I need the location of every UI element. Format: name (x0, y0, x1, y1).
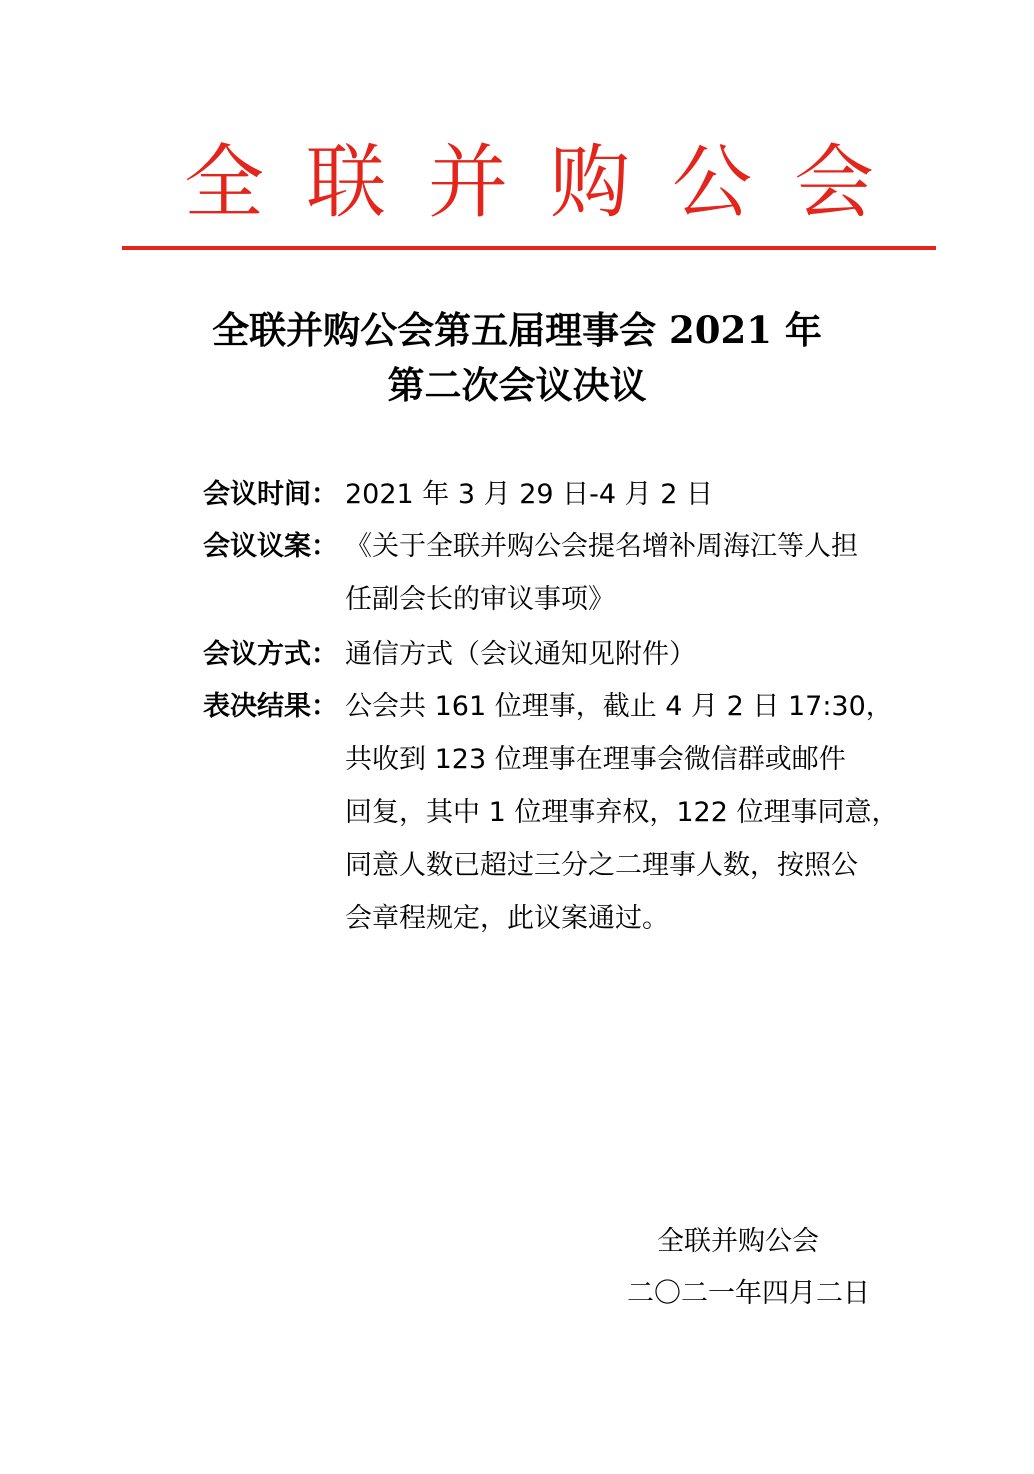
document-title-line-1: 全联并购公会第五届理事会 2021 年 (212, 308, 822, 352)
proposal-line: 任副会长的审议事项》 (345, 584, 615, 615)
result-line: 回复，其中 1 位理事弃权，122 位理事同意， (345, 797, 899, 828)
signature-org: 全联并购公会 (657, 1226, 819, 1257)
signature-date: 二〇二一年四月二日 (627, 1278, 870, 1309)
meeting-method-text: 通信方式（会议通知见附件） (345, 639, 696, 670)
header-divider (122, 246, 936, 250)
meeting-proposal-value (345, 520, 890, 626)
meeting-time-label: 会议时间： (203, 479, 338, 510)
meeting-method-label: 会议方式： (203, 639, 338, 670)
result-line: 同意人数已超过三分之二理事人数，按照公 (345, 850, 858, 881)
meeting-method-value (345, 628, 890, 681)
result-line: 共收到 123 位理事在理事会微信群或邮件 (345, 744, 846, 775)
result-line: 公会共 161 位理事，截止 4 月 2 日 17:30， (345, 691, 893, 722)
document-title-line-2: 第二次会议决议 (387, 363, 647, 407)
meeting-time-text: 2021 年 3 月 29 日-4 月 2 日 (345, 479, 714, 510)
meeting-time-value (345, 468, 890, 521)
org-header-title: 全联并购公会 (184, 136, 916, 229)
result-line: 会章程规定，此议案通过。 (345, 903, 669, 934)
proposal-line: 《关于全联并购公会提名增补周海江等人担 (345, 531, 858, 562)
vote-result-label: 表决结果： (203, 691, 338, 722)
vote-result-value (345, 680, 899, 945)
meeting-proposal-label: 会议议案： (203, 531, 338, 562)
